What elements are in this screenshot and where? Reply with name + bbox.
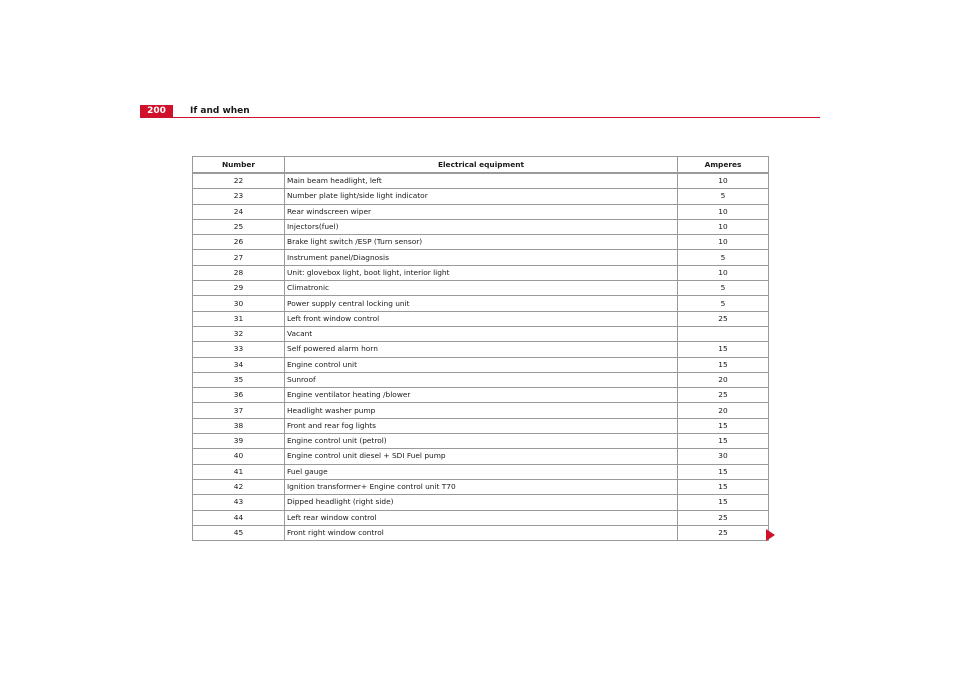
cell-equipment: Sunroof xyxy=(285,372,678,387)
cell-equipment: Instrument panel/Diagnosis xyxy=(285,250,678,265)
cell-amperes: 10 xyxy=(678,235,769,250)
cell-equipment: Fuel gauge xyxy=(285,464,678,479)
cell-amperes: 15 xyxy=(678,464,769,479)
table-row xyxy=(193,281,769,296)
cell-number: 40 xyxy=(193,449,285,464)
table-row xyxy=(193,296,769,311)
cell-equipment: Rear windscreen wiper xyxy=(285,204,678,219)
cell-amperes: 15 xyxy=(678,495,769,510)
cell-number: 32 xyxy=(193,326,285,341)
cell-number: 38 xyxy=(193,418,285,433)
table-row xyxy=(193,219,769,234)
page-number: 200 xyxy=(140,105,173,118)
cell-amperes: 5 xyxy=(678,250,769,265)
cell-equipment: Unit: glovebox light, boot light, interior light xyxy=(285,265,678,280)
cell-number: 35 xyxy=(193,372,285,387)
cell-number: 24 xyxy=(193,204,285,219)
next-page-arrow-icon xyxy=(766,529,775,541)
cell-number: 45 xyxy=(193,525,285,540)
cell-number: 36 xyxy=(193,388,285,403)
table-row xyxy=(193,464,769,479)
table-row xyxy=(193,418,769,433)
cell-number: 30 xyxy=(193,296,285,311)
cell-number: 43 xyxy=(193,495,285,510)
column-header-equipment: Electrical equipment xyxy=(285,157,678,174)
cell-equipment: Number plate light/side light indicator xyxy=(285,189,678,204)
cell-number: 44 xyxy=(193,510,285,525)
cell-number: 29 xyxy=(193,281,285,296)
cell-equipment: Engine control unit (petrol) xyxy=(285,434,678,449)
table-row xyxy=(193,495,769,510)
cell-amperes: 15 xyxy=(678,342,769,357)
table-row xyxy=(193,250,769,265)
cell-number: 31 xyxy=(193,311,285,326)
table-row xyxy=(193,342,769,357)
table-row xyxy=(193,265,769,280)
table-row xyxy=(193,204,769,219)
cell-amperes xyxy=(678,326,769,341)
cell-equipment: Left front window control xyxy=(285,311,678,326)
cell-amperes: 5 xyxy=(678,189,769,204)
cell-amperes: 25 xyxy=(678,388,769,403)
cell-equipment: Ignition transformer+ Engine control unit T70 xyxy=(285,479,678,494)
cell-equipment: Self powered alarm horn xyxy=(285,342,678,357)
cell-equipment: Engine control unit xyxy=(285,357,678,372)
cell-amperes: 15 xyxy=(678,418,769,433)
table-row xyxy=(193,525,769,540)
table-body xyxy=(193,173,769,541)
cell-equipment: Front right window control xyxy=(285,525,678,540)
cell-number: 33 xyxy=(193,342,285,357)
cell-number: 25 xyxy=(193,219,285,234)
table-row xyxy=(193,372,769,387)
cell-number: 34 xyxy=(193,357,285,372)
cell-amperes: 10 xyxy=(678,173,769,189)
cell-equipment: Headlight washer pump xyxy=(285,403,678,418)
cell-equipment: Dipped headlight (right side) xyxy=(285,495,678,510)
table-row xyxy=(193,388,769,403)
cell-number: 22 xyxy=(193,173,285,189)
cell-amperes: 10 xyxy=(678,219,769,234)
cell-equipment: Climatronic xyxy=(285,281,678,296)
cell-equipment: Left rear window control xyxy=(285,510,678,525)
table-row xyxy=(193,326,769,341)
cell-amperes: 20 xyxy=(678,372,769,387)
column-header-number: Number xyxy=(193,157,285,174)
section-title: If and when xyxy=(190,106,250,116)
cell-amperes: 25 xyxy=(678,311,769,326)
column-header-amperes: Amperes xyxy=(678,157,769,174)
cell-equipment: Brake light switch /ESP (Turn sensor) xyxy=(285,235,678,250)
cell-number: 27 xyxy=(193,250,285,265)
cell-number: 41 xyxy=(193,464,285,479)
cell-amperes: 15 xyxy=(678,357,769,372)
cell-equipment: Engine ventilator heating /blower xyxy=(285,388,678,403)
table-header-row xyxy=(193,157,769,174)
cell-number: 23 xyxy=(193,189,285,204)
table-row xyxy=(193,189,769,204)
table-row xyxy=(193,449,769,464)
cell-number: 42 xyxy=(193,479,285,494)
table-row xyxy=(193,357,769,372)
cell-number: 39 xyxy=(193,434,285,449)
cell-number: 28 xyxy=(193,265,285,280)
table-row xyxy=(193,510,769,525)
table-row xyxy=(193,403,769,418)
table-row xyxy=(193,173,769,189)
cell-equipment: Engine control unit diesel + SDI Fuel pump xyxy=(285,449,678,464)
cell-equipment: Front and rear fog lights xyxy=(285,418,678,433)
cell-amperes: 5 xyxy=(678,281,769,296)
header-rule xyxy=(140,117,820,118)
fuse-table xyxy=(192,156,769,541)
cell-amperes: 25 xyxy=(678,525,769,540)
cell-number: 37 xyxy=(193,403,285,418)
cell-amperes: 20 xyxy=(678,403,769,418)
cell-amperes: 30 xyxy=(678,449,769,464)
cell-amperes: 25 xyxy=(678,510,769,525)
cell-amperes: 5 xyxy=(678,296,769,311)
cell-equipment: Power supply central locking unit xyxy=(285,296,678,311)
table-row xyxy=(193,434,769,449)
table-row xyxy=(193,311,769,326)
cell-amperes: 15 xyxy=(678,434,769,449)
cell-number: 26 xyxy=(193,235,285,250)
cell-equipment: Injectors(fuel) xyxy=(285,219,678,234)
cell-equipment: Main beam headlight, left xyxy=(285,173,678,189)
table-row xyxy=(193,235,769,250)
table-row xyxy=(193,479,769,494)
cell-amperes: 10 xyxy=(678,204,769,219)
cell-equipment: Vacant xyxy=(285,326,678,341)
cell-amperes: 15 xyxy=(678,479,769,494)
cell-amperes: 10 xyxy=(678,265,769,280)
